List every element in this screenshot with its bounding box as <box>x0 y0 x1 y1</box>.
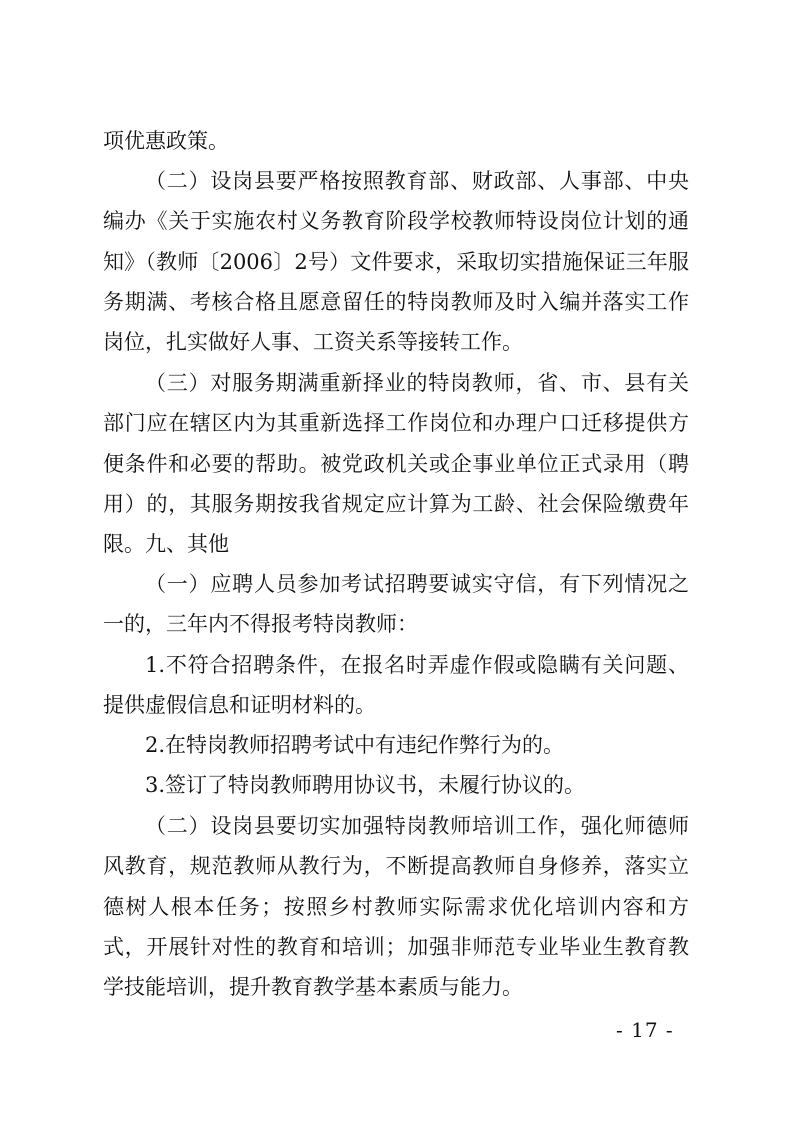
section-heading-other: 九、其他 <box>145 532 229 556</box>
list-item-condition-3: 3.签订了特岗教师聘用协议书，未履行协议的。 <box>145 773 586 797</box>
paragraph-section-8-item-2: （二）设岗县要严格按照教育部、财政部、人事部、中央编办《关于实施农村义务教育阶段学校教师特设岗位计划的通知》（教师〔2006〕2号）文件要求，采取切实措施保证三年服务期满、考核合格且愿意留任的特岗教师及时入编并落实工作岗位，扎实做好人事、工资关系等接转工作。 <box>103 169 689 355</box>
paragraph-section-8-item-3: （三）对服务期满重新择业的特岗教师，省、市、县有关部门应在辖区内为其重新选择工作岗位和办理户口迁移提供方便条件和必要的帮助。被党政机关或企事业单位正式录用（聘用）的，其服务期按我省规定应计算为工龄、社会保险缴费年限。 <box>103 371 689 557</box>
paragraph-section-9-item-2: （二）设岗县要切实加强特岗教师培训工作，强化师德师风教育，规范教师从教行为，不断提高教师自身修养，落实立德树人根本任务；按照乡村教师实际需求优化培训内容和方式，开展针对性的教育和培训；加强非师范专业毕业生教育教学技能培训，提升教育教学基本素质与能力。 <box>103 814 689 1000</box>
page-number: - 17 - <box>616 1018 674 1042</box>
list-item-condition-1: 1.不符合招聘条件，在报名时弄虚作假或隐瞒有关问题、提供虚假信息和证明材料的。 <box>103 653 689 718</box>
list-item-condition-2: 2.在特岗教师招聘考试中有违纪作弊行为的。 <box>145 733 565 757</box>
paragraph-continuation: 项优惠政策。 <box>103 129 229 153</box>
paragraph-section-9-item-1: （一）应聘人员参加考试招聘要诚实守信，有下列情况之一的，三年内不得报考特岗教师： <box>103 572 689 637</box>
